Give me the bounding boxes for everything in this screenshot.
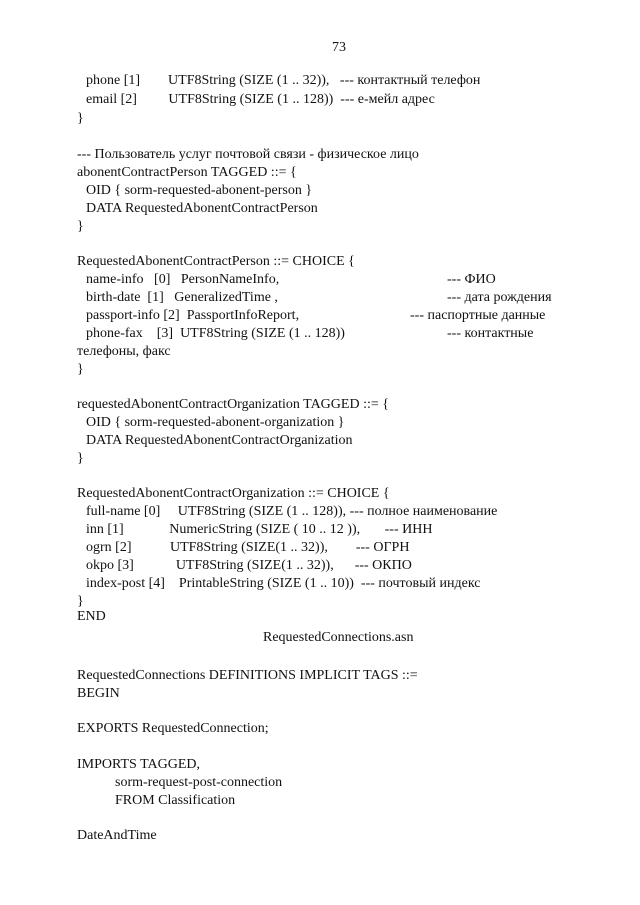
code-line: sorm-request-post-connection: [115, 775, 283, 790]
code-line: RequestedAbonentContractPerson ::= CHOICE {: [77, 254, 355, 269]
code-comment: телефоны, факс: [77, 344, 171, 359]
code-line: }: [77, 594, 84, 609]
code-line: full-name [0] UTF8String (SIZE (1 .. 128)), --- полное наименование: [86, 504, 498, 519]
code-line: phone [1] UTF8String (SIZE (1 .. 32)), --- контактный телефон: [86, 73, 481, 88]
page-number: 73: [332, 40, 346, 55]
code-line: index-post [4] PrintableString (SIZE (1 .. 10)) --- почтовый индекс: [86, 576, 481, 591]
code-line: ogrn [2] UTF8String (SIZE(1 .. 32)), --- ОГРН: [86, 540, 410, 555]
code-line: DATA RequestedAbonentContractOrganization: [86, 433, 353, 448]
code-comment: --- дата рождения: [447, 290, 552, 305]
code-line: DATA RequestedAbonentContractPerson: [86, 201, 318, 216]
code-line: }: [77, 362, 84, 377]
code-line: }: [77, 219, 84, 234]
code-line: RequestedConnections DEFINITIONS IMPLICIT TAGS ::=: [77, 668, 418, 683]
code-comment: --- Пользователь услуг почтовой связи - физическое лицо: [77, 147, 419, 162]
code-line: }: [77, 111, 84, 126]
code-line: OID { sorm-requested-abonent-organization }: [86, 415, 345, 430]
code-line: inn [1] NumericString (SIZE ( 10 .. 12 )), --- ИНН: [86, 522, 433, 537]
code-line: IMPORTS TAGGED,: [77, 757, 201, 772]
code-line: END: [77, 609, 106, 624]
code-line: passport-info [2] PassportInfoReport,: [86, 308, 300, 323]
code-line: BEGIN: [77, 686, 120, 701]
code-line: }: [77, 451, 84, 466]
code-line: name-info [0] PersonNameInfo,: [86, 272, 280, 287]
code-line: okpo [3] UTF8String (SIZE(1 .. 32)), --- ОКПО: [86, 558, 412, 573]
code-line: birth-date [1] GeneralizedTime ,: [86, 290, 278, 305]
code-line: FROM Classification: [115, 793, 236, 808]
code-line: DateAndTime: [77, 828, 157, 843]
code-comment: --- паспортные данные: [410, 308, 546, 323]
code-line: OID { sorm-requested-abonent-person }: [86, 183, 313, 198]
code-line: requestedAbonentContractOrganization TAGGED ::= {: [77, 397, 389, 412]
code-line: abonentContractPerson TAGGED ::= {: [77, 165, 297, 180]
code-line: RequestedAbonentContractOrganization ::= CHOICE {: [77, 486, 390, 501]
code-line: EXPORTS RequestedConnection;: [77, 721, 269, 736]
code-comment: --- ФИО: [447, 272, 496, 287]
code-comment: --- контактные: [447, 326, 534, 341]
code-line: email [2] UTF8String (SIZE (1 .. 128)) --- е-мейл адрес: [86, 92, 435, 107]
code-line: phone-fax [3] UTF8String (SIZE (1 .. 128)): [86, 326, 345, 341]
section-heading: RequestedConnections.asn: [263, 630, 414, 645]
